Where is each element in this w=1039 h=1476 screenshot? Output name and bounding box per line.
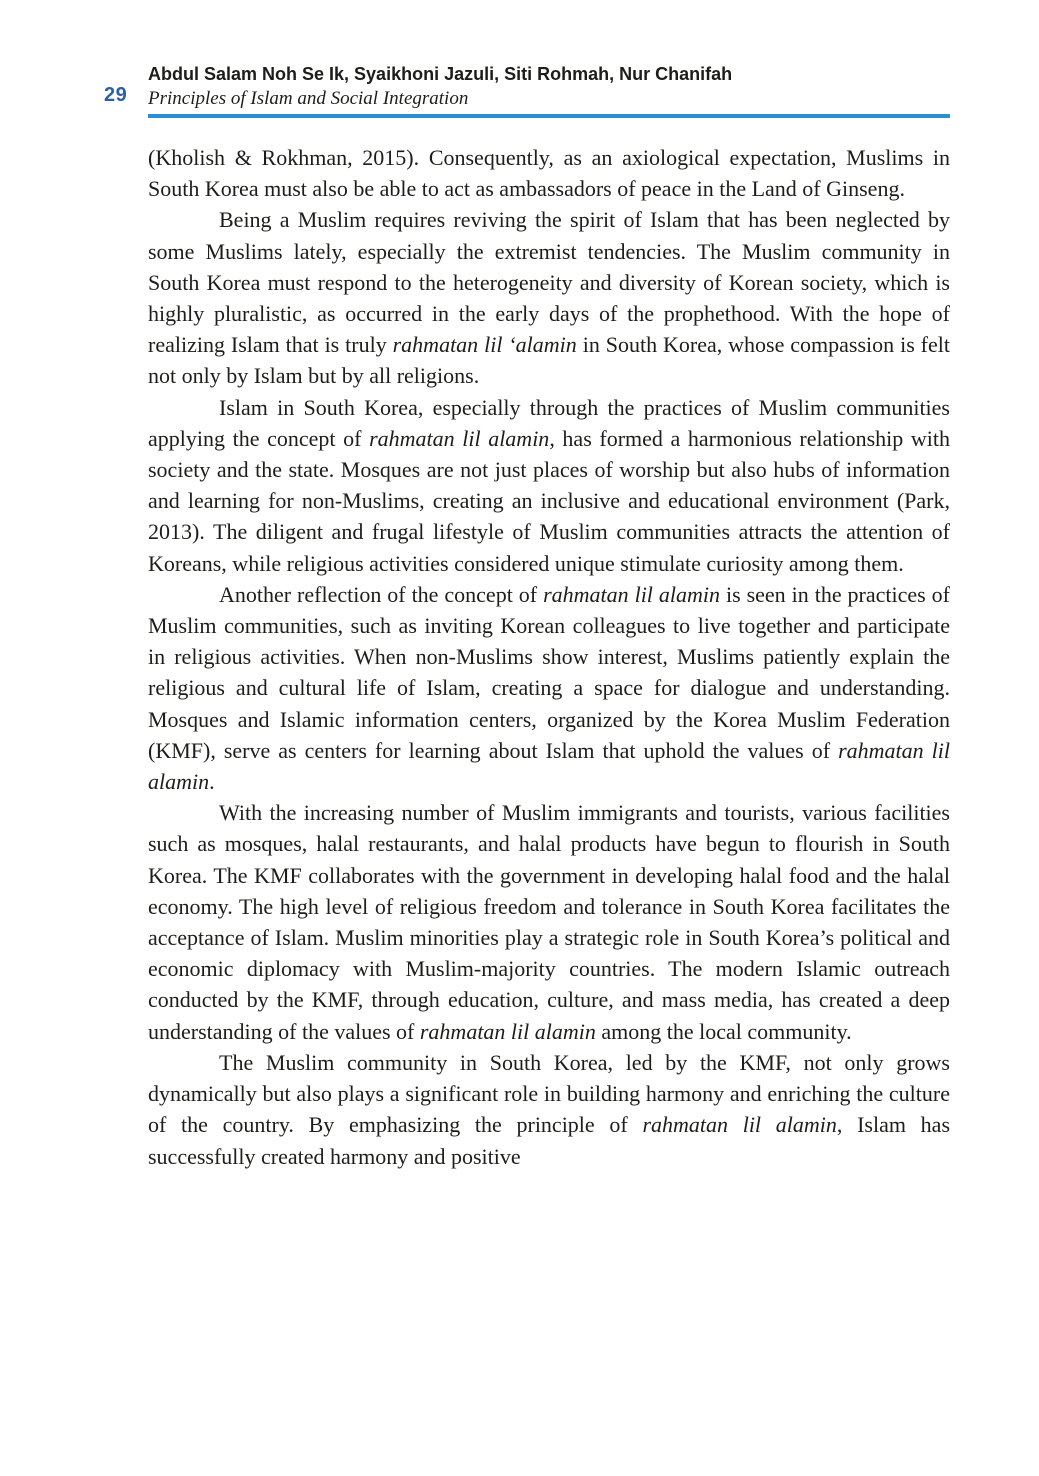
running-header [148, 62, 950, 112]
paragraph-text: , has formed a harmonious relationship with society and the state. Mosques are not just places of worship but also hubs of information and learning for non-Muslims, creating an inclusive and educational environment (Park, 2013). The diligent and frugal lifestyle of Muslim communities attracts the attention of Koreans, while religious activities considered unique stimulate curiosity among them. [148, 425, 950, 576]
paragraph-text: Another reflection of the concept of [219, 581, 544, 607]
paragraph-text: (Kholish & Rokhman, 2015). Consequently, as an axiological expectation, Muslims in South Korea must also be able to act as ambassadors of peace in the Land of Ginseng. [148, 145, 950, 202]
paragraph-1 [148, 142, 950, 204]
paragraph-text: The Muslim community in South Korea, led by the KMF, not only grows dynamically but also plays a significant role in building harmony and enriching the culture of the country. By emphasizing the principle of [148, 1049, 950, 1138]
header-rule [148, 114, 950, 118]
paragraph-4 [148, 579, 950, 797]
paragraph-5 [148, 797, 950, 1047]
italic-term: rahmatan lil alamin [148, 737, 950, 795]
paragraph-text: Islam in South Korea, especially through the practices of Muslim communities applying the concept of [148, 394, 950, 451]
italic-term: rahmatan lil alamin [543, 581, 720, 607]
italic-term: rahmatan lil ‘alamin [392, 332, 577, 358]
paragraph-text: among the local community. [595, 1018, 852, 1044]
italic-term: rahmatan lil alamin [642, 1112, 837, 1138]
body-text [148, 142, 950, 1172]
paragraph-6 [148, 1047, 950, 1172]
paragraph-3 [148, 392, 950, 579]
paragraph-text: With the increasing number of Muslim immigrants and tourists, various facilities such as mosques, halal restaurants, and halal products have begun to flourish in South Korea. The KMF collaborates with the government in developing halal food and the halal economy. The high level of religious freedom and tolerance in South Korea facilitates the acceptance of Islam. Muslim minorities play a strategic role in South Korea’s political and economic diplomacy with Muslim-majority countries. The modern Islamic outreach conducted by the KMF, through education, culture, and mass media, has created a deep understanding of the values of [148, 800, 950, 1044]
paragraph-2 [148, 204, 950, 391]
italic-term: rahmatan lil alamin [369, 425, 550, 451]
paragraph-text: Being a Muslim requires reviving the spirit of Islam that has been neglected by some Muslims lately, especially the extremist tendencies. The Muslim community in South Korea must respond to the heterogeneity and diversity of Korean society, which is highly pluralistic, as occurred in the early days of the prophethood. With the hope of realizing Islam that is truly [148, 207, 950, 358]
header-title: Principles of Islam and Social Integration [148, 88, 469, 109]
paragraph-text: is seen in the practices of Muslim communities, such as inviting Korean colleagues to live together and participate in religious activities. When non-Muslims show interest, Muslims patiently explain the religious and cultural life of Islam, creating a space for dialogue and understanding. Mosques and Islamic information centers, organized by the Korea Muslim Federation (KMF), serve as centers for learning about Islam that uphold the values of [148, 581, 950, 763]
page-number: 29 [104, 84, 128, 106]
paragraph-text: in South Korea, whose compassion is felt not only by Islam but by all religions. [148, 332, 950, 389]
header-authors: Abdul Salam Noh Se Ik, Syaikhoni Jazuli, Siti Rohmah, Nur Chanifah [148, 64, 733, 84]
paragraph-text: , Islam has successfully created harmony and positive [148, 1112, 950, 1169]
italic-term: rahmatan lil alamin [419, 1018, 596, 1044]
paragraph-text: . [209, 769, 215, 795]
